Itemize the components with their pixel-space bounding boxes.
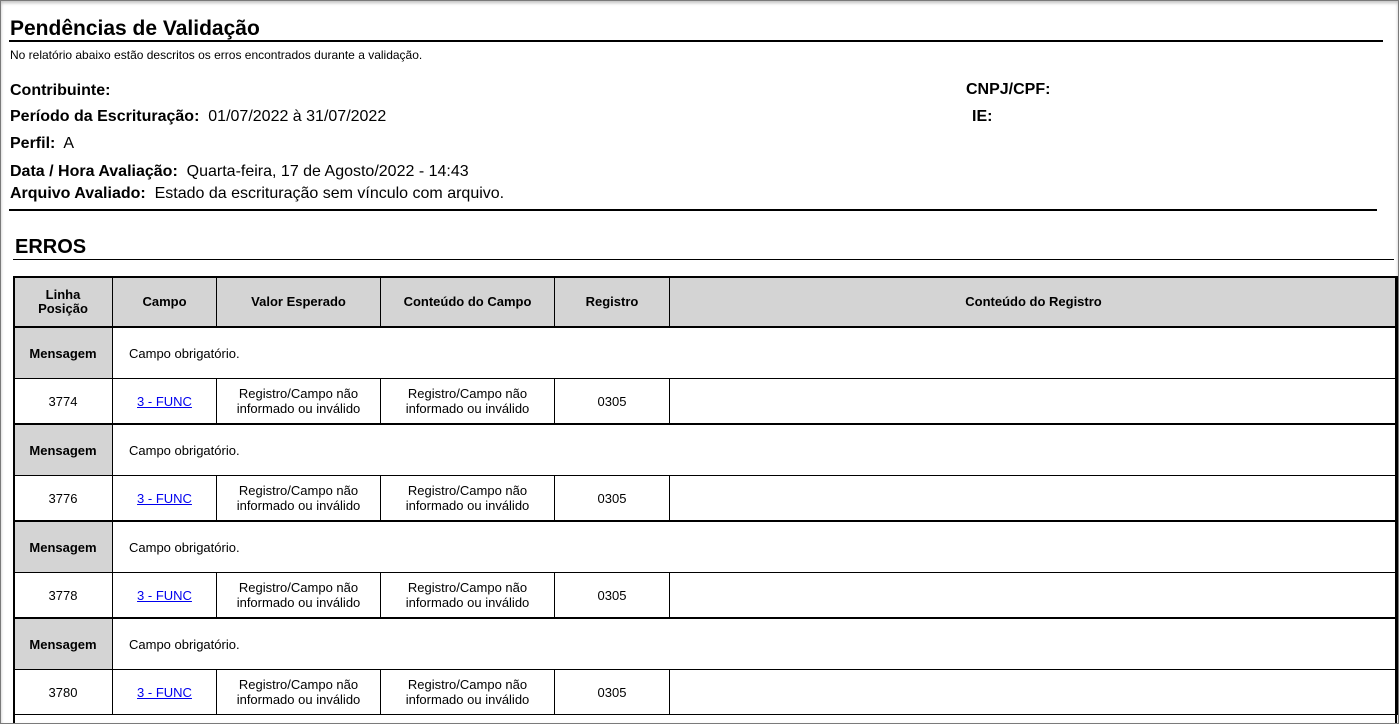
contribuinte-field bbox=[10, 82, 110, 100]
message-text: Campo obrigatório. bbox=[113, 424, 1398, 476]
message-row bbox=[14, 424, 1398, 476]
title-divider bbox=[9, 40, 1383, 42]
valor-esperado-cell: Registro/Campo não informado ou inválido bbox=[217, 476, 381, 522]
registro-cell: 0305 bbox=[555, 379, 670, 425]
registro-cell: 0305 bbox=[555, 573, 670, 619]
valor-esperado-cell: Registro/Campo não informado ou inválido bbox=[217, 379, 381, 425]
ie-field bbox=[972, 108, 992, 126]
contribuinte-label: Contribuinte: bbox=[10, 82, 111, 99]
table-row bbox=[14, 476, 1398, 522]
message-row bbox=[14, 521, 1398, 573]
campo-link[interactable]: 3 - FUNC bbox=[137, 393, 192, 409]
col-header-linha: Linha Posição bbox=[14, 277, 113, 327]
message-label: Mensagem bbox=[14, 618, 113, 670]
table-row bbox=[14, 573, 1398, 619]
info-divider bbox=[9, 209, 1377, 211]
periodo-label: Período da Escrituração: bbox=[10, 108, 200, 125]
table-header-row bbox=[14, 277, 1398, 327]
arquivo-value: Estado da escrituração sem vínculo com arquivo. bbox=[154, 185, 505, 202]
registro-cell: 0305 bbox=[555, 670, 670, 715]
conteudo-registro-cell bbox=[670, 670, 1398, 715]
table-right-border bbox=[1395, 276, 1397, 724]
table-row bbox=[14, 379, 1398, 425]
conteudo-registro-cell bbox=[670, 573, 1398, 619]
datahora-label: Data / Hora Avaliação: bbox=[10, 163, 178, 180]
linha-cell: 3778 bbox=[14, 573, 113, 619]
conteudo-campo-cell: Registro/Campo não informado ou inválido bbox=[381, 476, 555, 522]
table-row bbox=[14, 670, 1398, 715]
perfil-label: Perfil: bbox=[10, 135, 56, 152]
message-row bbox=[14, 327, 1398, 379]
conteudo-campo-cell: Registro/Campo não informado ou inválido bbox=[381, 573, 555, 619]
valor-esperado-cell: Registro/Campo não informado ou inválido bbox=[217, 670, 381, 715]
linha-cell: 3774 bbox=[14, 379, 113, 425]
datahora-value: Quarta-feira, 17 de Agosto/2022 - 14:43 bbox=[186, 163, 469, 180]
message-text: Campo obrigatório. bbox=[113, 521, 1398, 573]
conteudo-campo-cell: Registro/Campo não informado ou inválido bbox=[381, 379, 555, 425]
errors-table bbox=[13, 276, 1398, 715]
message-row bbox=[14, 618, 1398, 670]
campo-cell bbox=[113, 379, 217, 425]
conteudo-registro-cell bbox=[670, 379, 1398, 425]
intro-text: No relatório abaixo estão descritos os erros encontrados durante a validação. bbox=[10, 48, 423, 62]
page-title: Pendências de Validação bbox=[10, 17, 260, 40]
perfil-field bbox=[10, 135, 74, 153]
periodo-value: 01/07/2022 à 31/07/2022 bbox=[208, 108, 387, 125]
conteudo-campo-cell: Registro/Campo não informado ou inválido bbox=[381, 670, 555, 715]
campo-cell bbox=[113, 670, 217, 715]
campo-cell bbox=[113, 573, 217, 619]
message-label: Mensagem bbox=[14, 424, 113, 476]
col-header-conteudo-registro: Conteúdo do Registro bbox=[670, 277, 1398, 327]
col-header-valor-esperado: Valor Esperado bbox=[217, 277, 381, 327]
campo-cell bbox=[113, 476, 217, 522]
valor-esperado-cell: Registro/Campo não informado ou inválido bbox=[217, 573, 381, 619]
errors-title: ERROS bbox=[15, 236, 87, 258]
linha-cell: 3776 bbox=[14, 476, 113, 522]
cnpj-label: CNPJ/CPF: bbox=[966, 81, 1051, 98]
periodo-field bbox=[10, 108, 386, 126]
campo-link[interactable]: 3 - FUNC bbox=[137, 490, 192, 506]
ie-label: IE: bbox=[972, 108, 993, 125]
datahora-field bbox=[10, 163, 469, 181]
conteudo-registro-cell bbox=[670, 476, 1398, 522]
campo-link[interactable]: 3 - FUNC bbox=[137, 684, 192, 700]
errors-divider bbox=[13, 259, 1394, 260]
cnpj-field bbox=[966, 81, 1050, 99]
col-header-campo: Campo bbox=[113, 277, 217, 327]
table-left-border bbox=[13, 276, 15, 724]
arquivo-field bbox=[10, 185, 504, 203]
campo-link[interactable]: 3 - FUNC bbox=[137, 587, 192, 603]
linha-cell: 3780 bbox=[14, 670, 113, 715]
message-text: Campo obrigatório. bbox=[113, 327, 1398, 379]
message-text: Campo obrigatório. bbox=[113, 618, 1398, 670]
perfil-value: A bbox=[63, 135, 75, 152]
col-header-conteudo-campo: Conteúdo do Campo bbox=[381, 277, 555, 327]
arquivo-label: Arquivo Avaliado: bbox=[10, 185, 146, 202]
col-header-registro: Registro bbox=[555, 277, 670, 327]
message-label: Mensagem bbox=[14, 327, 113, 379]
registro-cell: 0305 bbox=[555, 476, 670, 522]
message-label: Mensagem bbox=[14, 521, 113, 573]
